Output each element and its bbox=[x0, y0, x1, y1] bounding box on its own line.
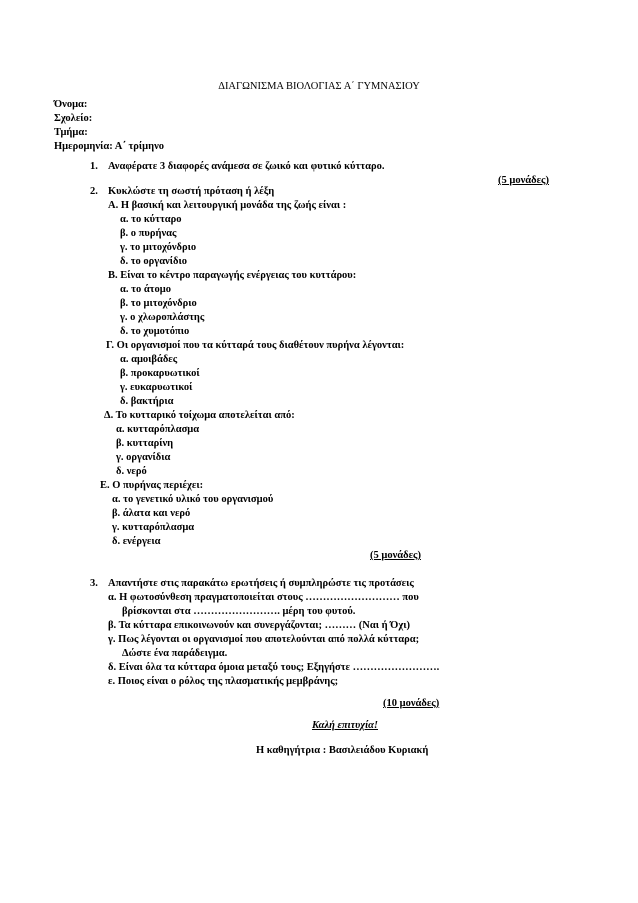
q2-part-c-option: δ. βακτήρια bbox=[120, 396, 174, 407]
school-field-label: Σχολείο: bbox=[54, 113, 93, 124]
q3-item: ε. Ποιος είναι ο ρόλος της πλασματικής μεμβράνης; bbox=[108, 676, 339, 687]
q1-text: Αναφέρατε 3 διαφορές ανάμεσα σε ζωικό και φυτικό κύτταρο. bbox=[108, 161, 385, 172]
q2-part-e-option: γ. κυτταρόπλασμα bbox=[112, 522, 195, 533]
q2-part-a-option: β. ο πυρήνας bbox=[120, 228, 177, 239]
q2-points: (5 μονάδες) bbox=[370, 550, 421, 561]
q3-item: γ. Πως λέγονται οι οργανισμοί που αποτελούνται από πολλά κύτταρα; bbox=[108, 634, 420, 645]
q2-part-b-option: δ. το χυμοτόπιο bbox=[120, 326, 190, 337]
q2-part-e-option: δ. ενέργεια bbox=[112, 536, 161, 547]
q2-part-d-option: β. κυτταρίνη bbox=[116, 438, 174, 449]
q2-part-c-option: α. αμοιβάδες bbox=[120, 354, 178, 365]
q1-points: (5 μονάδες) bbox=[498, 175, 549, 186]
q2-part-d-option: α. κυτταρόπλασμα bbox=[116, 424, 200, 435]
name-field-label: Όνομα: bbox=[54, 99, 88, 110]
date-field-label: Ημερομηνία: Α΄ τρίμηνο bbox=[54, 141, 165, 152]
q3-item: α. Η φωτοσύνθεση πραγματοποιείται στους ……………………… που bbox=[108, 592, 419, 603]
q2-text: Κυκλώστε τη σωστή πρόταση ή λέξη bbox=[108, 186, 275, 197]
q2-part-c-option: β. προκαρυωτικοί bbox=[120, 368, 200, 379]
q2-part-d-stem: Δ. Το κυτταρικό τοίχωμα αποτελείται από: bbox=[104, 410, 295, 421]
q2-part-c-option: γ. ευκαρυωτικοί bbox=[120, 382, 193, 393]
q3-item: βρίσκονται στα ……………………. μέρη του φυτού. bbox=[122, 606, 356, 617]
q2-part-a-option: γ. το μιτοχόνδριο bbox=[120, 242, 197, 253]
closing-wish: Καλή επιτυχία! bbox=[312, 720, 378, 731]
q3-text: Απαντήστε στις παρακάτω ερωτήσεις ή συμπληρώστε τις προτάσεις bbox=[108, 578, 414, 589]
class-field-label: Τμήμα: bbox=[54, 127, 88, 138]
q2-part-d-option: δ. νερό bbox=[116, 466, 147, 477]
q2-part-a-option: δ. το οργανίδιο bbox=[120, 256, 187, 267]
q2-part-b-option: β. το μιτοχόνδριο bbox=[120, 298, 197, 309]
q2-part-b-stem: Β. Είναι το κέντρο παραγωγής ενέργειας του κυττάρου: bbox=[108, 270, 357, 281]
q3-number: 3. bbox=[90, 578, 98, 589]
q2-part-d-option: γ. οργανίδια bbox=[116, 452, 171, 463]
q2-part-a-stem: Α. Η βασική και λειτουργική μονάδα της ζωής είναι : bbox=[108, 200, 347, 211]
page-title: ΔΙΑΓΩΝΙΣΜΑ ΒΙΟΛΟΓΙΑΣ Α΄ ΓΥΜΝΑΣΙΟΥ bbox=[218, 81, 420, 92]
q2-part-a-option: α. το κύτταρο bbox=[120, 214, 182, 225]
q3-item: δ. Είναι όλα τα κύτταρα όμοια μεταξύ τους; Εξηγήστε ……………………. bbox=[108, 662, 440, 673]
q2-part-b-option: γ. ο χλωροπλάστης bbox=[120, 312, 205, 323]
q3-points: (10 μονάδες) bbox=[383, 698, 440, 709]
q2-part-e-option: β. άλατα και νερό bbox=[112, 508, 191, 519]
q3-item: β. Τα κύτταρα επικοινωνούν και συνεργάζονται; ……… (Ναι ή Όχι) bbox=[108, 620, 410, 631]
q2-part-e-stem: Ε. Ο πυρήνας περιέχει: bbox=[100, 480, 204, 491]
q2-number: 2. bbox=[90, 186, 98, 197]
q2-part-e-option: α. το γενετικό υλικό του οργανισμού bbox=[112, 494, 274, 505]
q2-part-b-option: α. το άτομο bbox=[120, 284, 171, 295]
q1-number: 1. bbox=[90, 161, 98, 172]
q2-part-c-stem: Γ. Οι οργανισμοί που τα κύτταρά τους διαθέτουν πυρήνα λέγονται: bbox=[106, 340, 405, 351]
q3-item: Δώστε ένα παράδειγμα. bbox=[122, 648, 228, 659]
teacher-signature-line: Η καθηγήτρια : Βασιλειάδου Κυριακή bbox=[256, 745, 429, 756]
